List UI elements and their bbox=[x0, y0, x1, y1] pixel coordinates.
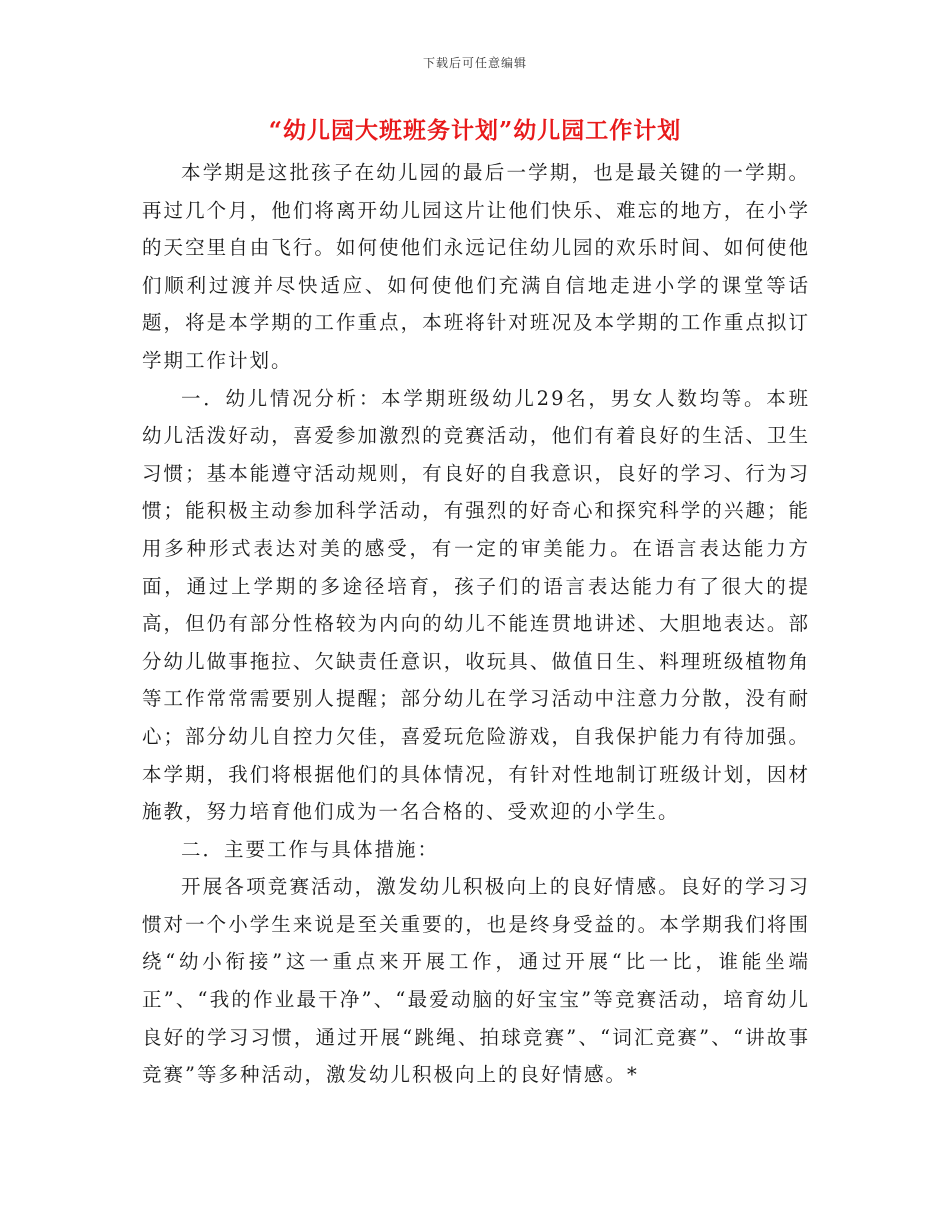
paragraph-intro: 本学期是这批孩子在幼儿园的最后一学期，也是最关键的一学期。再过几个月，他们将离开幼儿园这片让他们快乐、难忘的地方，在小学的天空里自由飞行。如何使他们永远记住幼儿园的欢乐时间、如何使他们顺利过渡并尽快适应、如何使他们充满自信地走进小学的课堂等话题，将是本学期的工作重点，本班将针对班况及本学期的工作重点拟订学期工作计划。 bbox=[142, 161, 810, 372]
paragraph-competitions: 开展各项竞赛活动，激发幼儿积极向上的良好情感。良好的学习习惯对一个小学生来说是至关重要的，也是终身受益的。本学期我们将围绕“幼小衔接”这一重点来开展工作，通过开展“比一比，谁能坐端正”、“我的作业最干净”、“最爱动脑的好宝宝”等竞赛活动，培育幼儿良好的学习习惯，通过开展“跳绳、拍球竞赛”、“词汇竞赛”、“讲故事竞赛”等多种活动，激发幼儿积极向上的良好情感。* bbox=[142, 875, 810, 1087]
paragraph-section-heading: 二．主要工作与具体措施： bbox=[181, 837, 440, 861]
document-title: “幼儿园大班班务计划”幼儿园工作计划 bbox=[268, 117, 682, 144]
document-body bbox=[142, 154, 810, 1094]
paragraph-situation-analysis: 一．幼儿情况分析：本学期班级幼儿29名，男女人数均等。本班幼儿活泼好动，喜爱参加激烈的竞赛活动，他们有着良好的生活、卫生习惯；基本能遵守活动规则，有良好的自我意识，良好的学习、行为习惯；能积极主动参加科学活动，有强烈的好奇心和探究科学的兴趣；能用多种形式表达对美的感受，有一定的审美能力。在语言表达能力方面，通过上学期的多途径培育，孩子们的语言表达能力有了很大的提高，但仍有部分性格较为内向的幼儿不能连贯地讲述、大胆地表达。部分幼儿做事拖拉、欠缺责任意识，收玩具、做值日生、料理班级植物角等工作常常需要别人提醒；部分幼儿在学习活动中注意力分散，没有耐心；部分幼儿自控力欠佳，喜爱玩危险游戏，自我保护能力有待加强。本学期，我们将根据他们的具体情况，有针对性地制订班级计划，因材施教，努力培育他们成为一名合格的、受欢迎的小学生。 bbox=[142, 386, 810, 824]
header-note: 下载后可任意编辑 bbox=[422, 56, 527, 70]
